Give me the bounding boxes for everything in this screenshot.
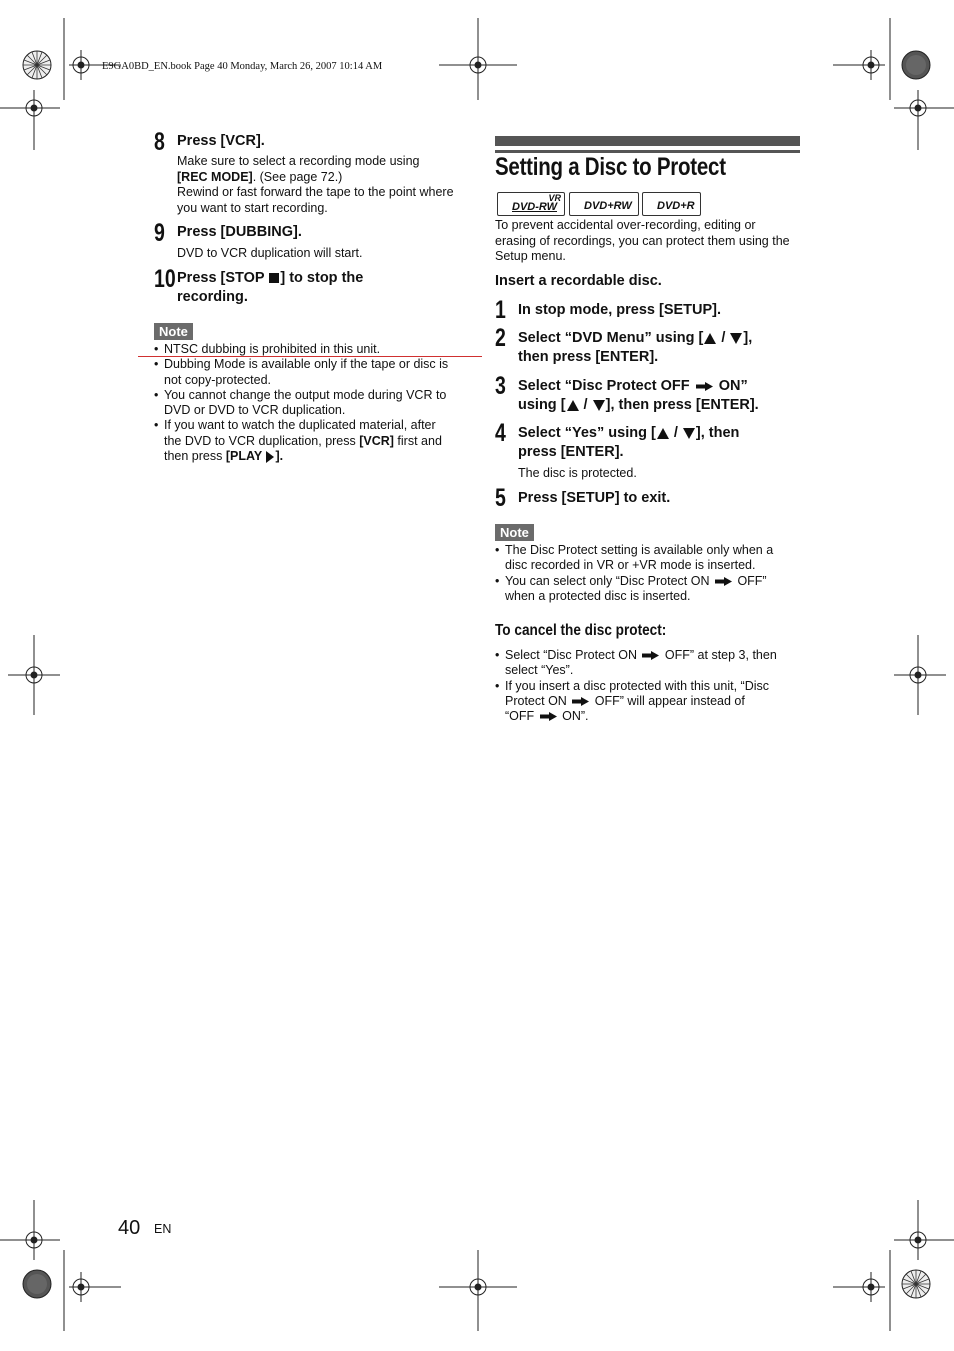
note-label: Note <box>154 323 193 340</box>
list-item: • Select “Disc Protect ON OFF” at step 3, then select “Yes”. <box>495 648 800 679</box>
step-title: Press [DUBBING]. <box>177 224 302 240</box>
note-label: Note <box>495 524 534 541</box>
step-number: 1 <box>495 296 506 324</box>
step-body: Make sure to select a recording mode using [REC MODE]. (See page 72.) Rewind or fast forward the tape to the point where you want to start recording. <box>177 154 454 215</box>
up-arrow-icon <box>657 428 669 439</box>
badge-dvd-plus-rw: DVD+RW <box>569 192 639 216</box>
step-number: 4 <box>495 419 506 447</box>
badge-dvd-rw-vr: VR DVD-RW <box>497 192 565 216</box>
insert-instruction: Insert a recordable disc. <box>495 273 662 289</box>
section-rule-thick <box>495 136 800 146</box>
down-arrow-icon <box>593 400 605 411</box>
step-number: 5 <box>495 484 506 512</box>
badge-dvd-plus-r: DVD+R <box>642 192 701 216</box>
step-number: 3 <box>495 372 506 400</box>
step-number: 2 <box>495 324 506 352</box>
step-title: Press [SETUP] to exit. <box>518 490 671 506</box>
stop-icon <box>269 273 279 283</box>
list-item: • If you want to watch the duplicated material, after the DVD to VCR duplication, press [VCR] first and then press [PLAY ]. <box>154 418 474 464</box>
right-arrow-icon <box>572 697 589 706</box>
list-item: • Dubbing Mode is available only if the tape or disc is not copy-protected. <box>154 357 474 388</box>
cancel-list <box>495 648 800 724</box>
page-number: 40 <box>118 1217 141 1239</box>
step-title: Select “Yes” using [ / ], then press [ENTER]. <box>518 425 740 460</box>
down-arrow-icon <box>683 428 695 439</box>
step-title: Press [STOP ] to stop the recording. <box>177 270 364 305</box>
cancel-heading: To cancel the disc protect: <box>495 622 667 639</box>
section-title: Setting a Disc to Protect <box>495 153 726 181</box>
note-list <box>154 342 474 464</box>
note-list <box>495 543 800 604</box>
right-arrow-icon <box>715 577 732 586</box>
down-arrow-icon <box>730 333 742 344</box>
page-language: EN <box>154 1222 172 1236</box>
up-arrow-icon <box>567 400 579 411</box>
step-title: Select “Disc Protect OFF ON” using [ / ], then press [ENTER]. <box>518 378 759 413</box>
step-number: 8 <box>154 128 165 156</box>
step-body: The disc is protected. <box>518 466 637 480</box>
step-number: 10 <box>154 265 176 293</box>
step-title: Select “DVD Menu” using [ / ], then press [ENTER]. <box>518 330 753 365</box>
right-arrow-icon <box>540 712 557 721</box>
up-arrow-icon <box>704 333 716 344</box>
step-number: 9 <box>154 219 165 247</box>
intro-text: To prevent accidental over-recording, editing or erasing of recordings, you can protect them using the Setup menu. <box>495 218 790 263</box>
list-item: • NTSC dubbing is prohibited in this unit. <box>154 342 474 357</box>
list-item: • You can select only “Disc Protect ON OFF” when a protected disc is inserted. <box>495 574 800 605</box>
step-body: DVD to VCR duplication will start. <box>177 246 363 260</box>
list-item: • You cannot change the output mode during VCR to DVD or DVD to VCR duplication. <box>154 388 474 419</box>
step-title: In stop mode, press [SETUP]. <box>518 302 722 318</box>
list-item: • The Disc Protect setting is available only when a disc recorded in VR or +VR mode is inserted. <box>495 543 800 574</box>
file-header: E9GA0BD_EN.book Page 40 Monday, March 26, 2007 10:14 AM <box>102 61 383 72</box>
right-arrow-icon <box>696 382 713 391</box>
step-title: Press [VCR]. <box>177 133 265 149</box>
right-arrow-icon <box>642 651 659 660</box>
list-item: • If you insert a disc protected with this unit, “Disc Protect ON OFF” will appear instead of “OFF ON”. <box>495 679 800 725</box>
play-icon <box>266 451 274 463</box>
